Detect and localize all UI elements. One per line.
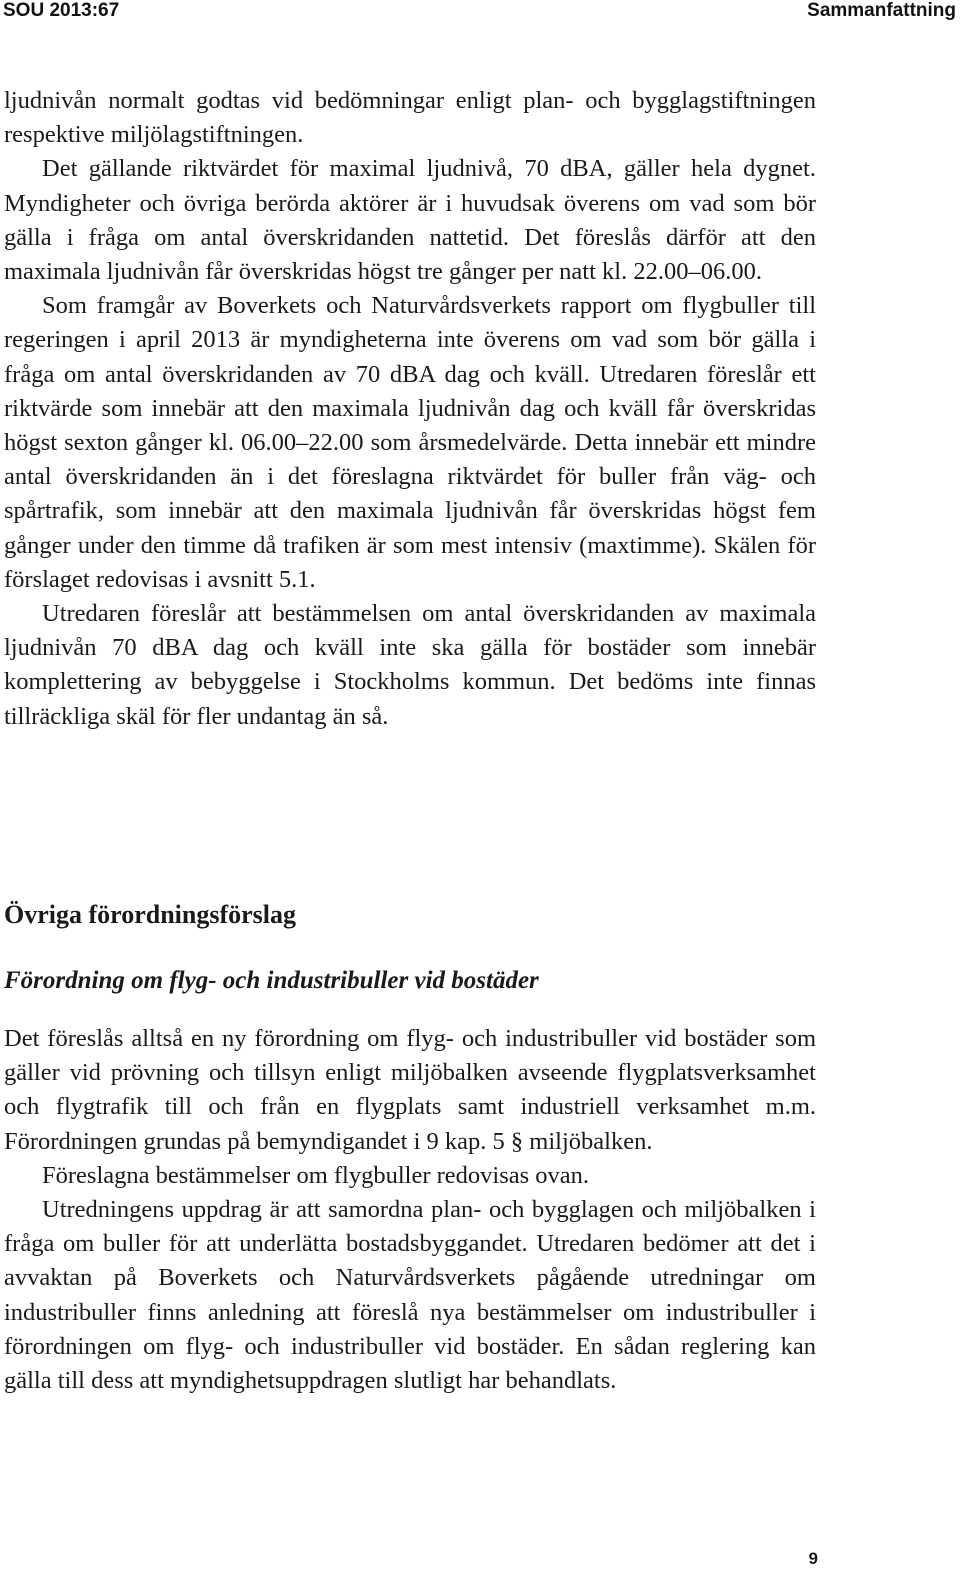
paragraph-continued: ljudnivån normalt godtas vid bedömningar enligt plan- och bygglagstiftningen respektive miljölagstiftningen.: [4, 87, 816, 149]
paragraph: Utredaren föreslår att bestämmelsen om antal överskridanden av maximala ljudnivån 70 dBA dag och kväll inte ska gälla för bostäder som innebär komplettering av bebyggelse i Stockholms kommun. Det bedöms inte finnas tillräckliga skäl för fler undantag än så.: [4, 600, 816, 730]
paragraph: Som framgår av Boverkets och Naturvårdsverkets rapport om flygbuller till regeringen i april 2013 är myndigheterna inte överens om vad som bör gälla i fråga om antal överskridanden av 70 dBA dag och kväll. Utredaren föreslår ett riktvärde som innebär att den maximala ljudnivån dag och kväll får överskridas högst sexton gånger kl. 06.00–22.00 som årsmedelvärde. Detta innebär ett mindre antal överskridanden än i det föreslagna riktvärdet för buller från väg- och spårtrafik, som innebär att den maximala ljudnivån får överskridas högst fem gånger under den timme då trafiken är som mest intensiv (maxtimme). Skälen för förslaget redovisas i avsnitt 5.1.: [4, 292, 816, 593]
paragraph: Utredningens uppdrag är att samordna plan- och bygglagen och miljöbalken i fråga om buller för att underlätta bostadsbyggandet. Utredaren bedömer att det i avvaktan på Boverkets och Naturvårdsverkets pågående utredningar om industribuller finns anledning att föreslå nya bestämmelser om industribuller i förordningen om flyg- och industribuller vid bostäder. En sådan reglering kan gälla till dess att myndighetsuppdragen slutligt har behandlats.: [4, 1196, 816, 1395]
running-header-right: Sammanfattning: [807, 0, 956, 21]
section-heading: Övriga förordningsförslag: [4, 900, 297, 929]
paragraph: Det gällande riktvärdet för maximal ljudnivå, 70 dBA, gäller hela dygnet. Myndigheter och övriga berörda aktörer är i huvudsak överens om vad som bör gälla i fråga om antal överskridanden nattetid. Det föreslås därför att den maximala ljudnivån får överskridas högst tre gånger per natt kl. 22.00–06.00.: [4, 155, 816, 286]
running-header-left: SOU 2013:67: [3, 0, 120, 21]
body-text-section-1: [4, 84, 816, 734]
paragraph: Föreslagna bestämmelser om flygbuller redovisas ovan.: [42, 1161, 590, 1189]
paragraph: Det föreslås alltså en ny förordning om flyg- och industribuller vid bostäder som gäller vid prövning och tillsyn enligt miljöbalken avseende flygplatsverksamhet och flygtrafik till och från en flygplats samt industriell verksamhet m.m. Förordningen grundas på bemyndigandet i 9 kap. 5 § miljöbalken.: [4, 1025, 816, 1155]
body-text-section-2: [4, 1022, 816, 1398]
section-subheading: Förordning om flyg- och industribuller vid bostäder: [4, 967, 539, 994]
page-number: 9: [808, 1549, 818, 1568]
